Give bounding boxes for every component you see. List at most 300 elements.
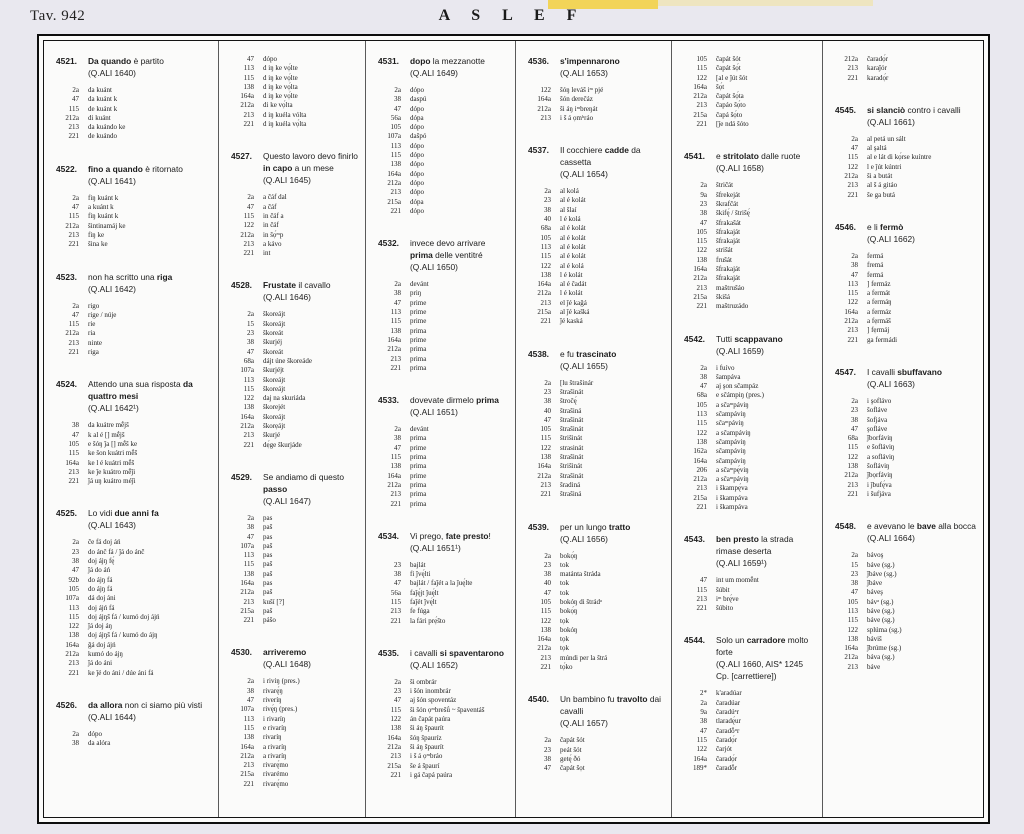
entry-number: 4523. <box>56 271 77 282</box>
data-row <box>231 677 361 686</box>
data-row <box>231 403 361 412</box>
dialect-form: prima <box>410 480 427 489</box>
location-code: 138 <box>390 724 401 733</box>
location-code: 115 <box>696 585 707 594</box>
dialect-form: dópo <box>410 178 424 187</box>
data-row <box>56 594 214 603</box>
data-row <box>56 329 214 338</box>
entry-number: 4548. <box>835 521 856 532</box>
plate-frame <box>37 34 990 824</box>
entry-title: Se andiamo di questo passo <box>263 471 345 494</box>
entry-ref: (Q.ALI 1653) <box>560 68 608 78</box>
location-code: 213 <box>540 653 551 662</box>
data-row <box>378 589 511 598</box>
data-row <box>684 181 818 190</box>
dialect-form: maštruzádo <box>716 302 749 311</box>
data-row <box>684 494 818 503</box>
location-code: 221 <box>68 240 79 249</box>
data-row <box>231 329 361 338</box>
entry-number: 4541. <box>684 151 705 162</box>
location-code: 68a <box>243 356 254 365</box>
location-code: 23 <box>544 560 551 569</box>
location-code: 221 <box>696 120 707 129</box>
location-code: 15 <box>851 560 858 569</box>
location-code: 38 <box>72 421 79 430</box>
dialect-form: štrašinát <box>560 471 584 480</box>
entry-block <box>56 378 214 486</box>
entry-block <box>56 699 214 749</box>
location-code: 213 <box>696 484 707 493</box>
data-row <box>835 598 979 607</box>
location-code: 213 <box>390 188 401 197</box>
entry-rows <box>56 538 214 677</box>
dialect-form: štrašiná <box>560 406 582 415</box>
dialect-form: dópo <box>410 151 424 160</box>
location-code: 107a <box>240 541 254 550</box>
dialect-form: tọk <box>560 616 569 625</box>
location-code: 23 <box>851 569 858 578</box>
dialect-form: d iŋ ke vọ́lte <box>263 92 298 101</box>
location-code: 115 <box>243 211 254 220</box>
dialect-form: doj ájń fá <box>88 603 115 612</box>
dialect-form: bokóŋ di štrádᵃ <box>560 597 602 606</box>
dialect-form: a sčaᵐpáviŋ <box>716 400 749 409</box>
location-code: 115 <box>847 616 858 625</box>
data-row <box>56 538 214 547</box>
dialect-form: fe fúga <box>410 607 430 616</box>
location-code: 47 <box>394 696 401 705</box>
dialect-form: a čáf <box>263 202 277 211</box>
location-code: 115 <box>68 612 79 621</box>
dialect-form: bokọ́ŋ <box>560 551 578 560</box>
data-row <box>835 135 979 144</box>
data-row <box>231 338 361 347</box>
entry-column <box>44 41 219 817</box>
location-code: 221 <box>847 489 858 498</box>
dialect-form: škorejét <box>263 403 286 412</box>
location-code: 47 <box>247 532 254 541</box>
data-row <box>835 653 979 662</box>
location-code: 221 <box>540 317 551 326</box>
location-code: 221 <box>68 477 79 486</box>
data-row <box>835 271 979 280</box>
data-row <box>684 120 818 129</box>
dialect-form: šfrakaját <box>716 237 741 246</box>
location-code: 122 <box>540 443 551 452</box>
data-row <box>231 74 361 83</box>
dialect-form: i ǰbufę́va <box>867 480 892 489</box>
data-row <box>528 434 667 443</box>
location-code: 2a <box>72 193 79 202</box>
location-code: 221 <box>847 335 858 344</box>
dialect-form: maštrušáo <box>716 283 745 292</box>
data-row <box>528 635 667 644</box>
data-row <box>56 95 214 104</box>
location-code: 138 <box>540 270 551 279</box>
entry-title-wrap <box>867 366 979 390</box>
entry-continuation <box>835 55 979 83</box>
entry-rows <box>378 280 511 373</box>
entry-title-wrap <box>88 55 214 79</box>
dialect-form: škifę́ / štrišę́ <box>716 209 750 218</box>
location-code: 2a <box>851 251 858 260</box>
location-code: 115 <box>696 419 707 428</box>
data-row <box>56 459 214 468</box>
dialect-form: ga fermádi <box>867 335 898 344</box>
dialect-form: a rivaríŋ <box>263 751 287 760</box>
entry-header <box>378 647 511 671</box>
entry-header <box>684 333 818 357</box>
data-row <box>835 406 979 415</box>
location-code: 213 <box>540 298 551 307</box>
location-code: 2a <box>394 425 401 434</box>
entry-title-wrap <box>410 647 511 671</box>
dialect-form: aj şon sčampáz <box>716 382 759 391</box>
location-code: 221 <box>390 616 401 625</box>
entry-header <box>528 521 667 545</box>
entry-block <box>684 333 818 513</box>
data-row <box>528 663 667 672</box>
location-code: 221 <box>696 604 707 613</box>
location-code: 215a <box>240 770 254 779</box>
location-code: 113 <box>68 603 79 612</box>
data-row <box>835 298 979 307</box>
entry-ref: (Q.ALI 1654) <box>560 169 608 180</box>
data-row <box>528 196 667 205</box>
location-code: 38 <box>700 209 707 218</box>
location-code: 115 <box>696 237 707 246</box>
dialect-form: sčampáviŋ <box>716 437 746 446</box>
location-code: 213 <box>390 354 401 363</box>
dialect-form: štrašiná <box>560 490 582 499</box>
dialect-form: šofláve <box>867 406 888 415</box>
location-code: 212a <box>537 644 551 653</box>
dialect-form: sčaᵐpáviŋ <box>716 419 744 428</box>
entry-title-wrap <box>263 471 361 507</box>
data-row <box>684 457 818 466</box>
dialect-form: prime <box>410 335 427 344</box>
data-row <box>684 219 818 228</box>
location-code: 213 <box>243 761 254 770</box>
data-row <box>835 326 979 335</box>
location-code: 47 <box>700 218 707 227</box>
location-code: 38 <box>700 372 707 381</box>
entry-column <box>672 41 823 817</box>
dialect-form: pášo <box>263 616 276 625</box>
entry-block <box>835 104 979 200</box>
data-row <box>56 203 214 212</box>
location-code: 221 <box>540 663 551 672</box>
entry-block <box>56 163 214 250</box>
location-code: 164a <box>240 412 254 421</box>
location-code: 113 <box>243 714 254 723</box>
data-row <box>684 438 818 447</box>
data-row <box>528 736 667 745</box>
location-code: 213 <box>243 110 254 119</box>
dialect-form: devánt <box>410 425 429 434</box>
location-code: 2* <box>700 689 707 698</box>
data-row <box>378 336 511 345</box>
location-code: 9a <box>700 708 707 717</box>
dialect-form: ǰbáve (sg.) <box>867 569 897 578</box>
entry-title-wrap <box>716 634 818 682</box>
dialect-form: dópo <box>410 104 424 113</box>
dialect-form: ǰborfáviŋ <box>867 434 893 443</box>
location-code: 47 <box>851 144 858 153</box>
data-row <box>231 221 361 230</box>
entry-title-wrap <box>410 530 511 554</box>
data-row <box>835 64 979 73</box>
dialect-form: frušát <box>716 255 732 264</box>
data-row <box>56 302 214 311</box>
data-row <box>378 472 511 481</box>
data-row <box>231 111 361 120</box>
location-code: 212a <box>65 221 79 230</box>
data-row <box>231 310 361 319</box>
dialect-form: štrašinát <box>560 453 584 462</box>
location-code: 47 <box>247 696 254 705</box>
entry-header <box>528 144 667 180</box>
dialect-form: e šóŋ ǰa [] mḗš ke <box>88 439 138 448</box>
entry-title: e avevano le bave alla bocca <box>867 521 976 532</box>
entry-block <box>684 533 818 613</box>
location-code: 122 <box>696 73 707 82</box>
location-code: 105 <box>540 597 551 606</box>
location-code: 38 <box>851 579 858 588</box>
entry-title: I cavalli sbuffavano <box>867 366 942 377</box>
dialect-form: in čáf <box>263 221 279 230</box>
dialect-form: dópo <box>410 141 424 150</box>
dialect-form: šóŋ špauríz <box>410 733 442 742</box>
dialect-form: šina ke <box>88 240 108 249</box>
location-code: 2a <box>700 698 707 707</box>
dialect-form: l é kolát <box>560 270 583 279</box>
dialect-form: prime <box>410 298 427 307</box>
dialect-form: ši a butát <box>867 172 893 181</box>
entry-title-wrap <box>263 279 361 303</box>
dialect-form: báva (sg.) <box>867 653 895 662</box>
entry-block <box>835 366 979 499</box>
entry-title: si slanciò contro i cavalli <box>867 104 961 115</box>
entry-header <box>56 699 214 723</box>
dialect-form: al e lát di kọ́rse kuíntre <box>867 153 932 162</box>
dialect-form: k al é [] mḗjš <box>88 430 125 439</box>
location-code: 38 <box>851 261 858 270</box>
location-code: 47 <box>247 347 254 356</box>
data-row <box>231 55 361 64</box>
entry-rows <box>528 379 667 500</box>
dialect-form: i š á ọᵐbráo <box>410 752 443 761</box>
location-code: 212a <box>844 317 858 326</box>
location-code: 115 <box>390 317 401 326</box>
data-row <box>378 762 511 771</box>
data-row <box>378 123 511 132</box>
dialect-form: da kuánt k <box>88 95 118 104</box>
dialect-form: i šón inombrár <box>410 687 451 696</box>
entry-header <box>684 634 818 682</box>
location-code: 213 <box>390 752 401 761</box>
dialect-form: pas <box>263 551 273 560</box>
location-code: 2a <box>72 86 79 94</box>
location-code: 212a <box>693 274 707 283</box>
dialect-form: dópo <box>410 206 424 215</box>
entry-number: 4536. <box>528 56 549 66</box>
location-code: 213 <box>243 239 254 248</box>
data-row <box>231 570 361 579</box>
data-row <box>835 181 979 190</box>
location-code: 138 <box>540 453 551 462</box>
location-code: 213 <box>847 480 858 489</box>
data-row <box>684 466 818 475</box>
entry-ref: (Q.ALI 1651) <box>410 407 458 418</box>
entry-ref: (Q.ALI 1659) <box>716 345 764 356</box>
data-row <box>56 477 214 486</box>
entry-rows <box>684 181 818 311</box>
location-code: 212a <box>693 92 707 101</box>
dialect-form: dópo <box>263 55 277 63</box>
location-code: 105 <box>68 584 79 593</box>
entry-title: non ha scritto una riga <box>88 271 173 282</box>
location-code: 213 <box>847 662 858 671</box>
dialect-form: de kuándo <box>88 132 117 141</box>
entry-title-wrap <box>560 693 667 729</box>
location-code: 38 <box>247 686 254 695</box>
data-row <box>231 357 361 366</box>
entry-title: Frustate il cavallo <box>263 280 331 291</box>
entry-block <box>378 237 511 373</box>
location-code: 164a <box>693 265 707 274</box>
dialect-form: i fuívo <box>716 363 735 372</box>
dialect-form: bokọ́ŋ <box>560 607 578 616</box>
data-row <box>528 617 667 626</box>
dialect-form: al š á gitáo <box>867 181 898 190</box>
location-code: 38 <box>394 289 401 298</box>
dialect-form: bokóŋ <box>560 625 578 634</box>
data-row <box>528 552 667 561</box>
entry-number: 4527. <box>231 151 252 162</box>
entry-rows <box>528 187 667 326</box>
data-row <box>378 364 511 373</box>
location-code: 213 <box>847 326 858 335</box>
entry-rows <box>684 576 818 613</box>
dialect-form: d iŋ ke vọ́lte <box>263 64 298 73</box>
dialect-form: i şoflávo <box>867 396 892 405</box>
highlight-mark-faint <box>658 0 873 6</box>
entry-number: 4531. <box>378 56 399 66</box>
dialect-form: paš <box>263 523 273 532</box>
data-row <box>378 561 511 570</box>
data-row <box>378 598 511 607</box>
dialect-form: doj ájŋ fę́ <box>88 557 115 566</box>
location-code: 122 <box>847 298 858 307</box>
dialect-form: škoreát <box>263 347 284 356</box>
location-code: 115 <box>243 560 254 569</box>
data-row <box>56 576 214 585</box>
entry-header <box>56 507 214 531</box>
data-row <box>835 453 979 462</box>
entry-rows <box>56 730 214 749</box>
dialect-form: škoreájt <box>263 375 286 384</box>
dialect-form: int um momḗnt <box>716 576 759 585</box>
dialect-form: a fermáz <box>867 307 892 316</box>
location-code: 2a <box>394 86 401 94</box>
entry-block <box>528 693 667 773</box>
dialect-form: čaradọ́r <box>716 735 737 744</box>
data-row <box>528 490 667 499</box>
data-row <box>56 114 214 123</box>
location-code: 115 <box>68 320 79 329</box>
dialect-form: devánt <box>410 280 429 289</box>
location-code: 68a <box>696 391 707 400</box>
entry-column <box>219 41 366 817</box>
dialect-form: i rivaríŋ <box>263 714 286 723</box>
data-row <box>56 468 214 477</box>
location-code: 221 <box>68 132 79 141</box>
data-row <box>378 500 511 509</box>
entry-header <box>528 693 667 729</box>
data-row <box>378 207 511 216</box>
data-row <box>684 64 818 73</box>
entry-continuation <box>684 55 818 129</box>
location-code: 105 <box>696 400 707 409</box>
location-code: 213 <box>540 113 551 122</box>
data-row <box>378 724 511 733</box>
entry-header <box>528 348 667 372</box>
data-row <box>684 745 818 754</box>
dialect-form: el ǰé kaǧá <box>560 298 587 307</box>
data-row <box>231 588 361 597</box>
data-row <box>684 364 818 373</box>
entry-header <box>835 221 979 245</box>
dialect-form: ke l é kuátri mḗš <box>88 458 135 467</box>
location-code: 56a <box>390 588 401 597</box>
location-code: 38 <box>247 338 254 347</box>
entry-title: da allora non ci siamo più visti <box>88 699 203 710</box>
dialect-form: d iŋ kuéla vólta <box>263 110 307 119</box>
dialect-form: če fá doj áń <box>88 538 121 547</box>
location-code: 38 <box>544 397 551 406</box>
data-row <box>835 336 979 345</box>
data-row <box>378 327 511 336</box>
dialect-form: ši šón ọᵐbrešǘ ~ špaventáš <box>410 705 485 714</box>
data-row <box>684 391 818 400</box>
location-code: 138 <box>540 625 551 634</box>
dialect-form: d iŋ kuéla vọ́lta <box>263 120 307 129</box>
dialect-form: še ga butá <box>867 190 895 199</box>
data-row <box>56 622 214 631</box>
data-row <box>684 727 818 736</box>
entry-title-wrap <box>263 150 361 186</box>
location-code: 38 <box>247 523 254 532</box>
data-row <box>528 224 667 233</box>
entry-title: fino a quando è ritornato <box>88 163 183 174</box>
data-row <box>378 434 511 443</box>
data-row <box>231 715 361 724</box>
dialect-form: a kuánt k <box>88 203 114 212</box>
data-row <box>231 514 361 523</box>
data-row <box>835 308 979 317</box>
entry-rows <box>56 86 214 142</box>
entry-title-wrap <box>88 271 214 295</box>
entry-rows <box>835 397 979 499</box>
dialect-form: e sčámpiŋ (pres.) <box>716 391 764 400</box>
entry-ref: (Q.ALI 1641) <box>88 175 136 186</box>
dialect-form: la fári prẹ́što <box>410 616 446 625</box>
data-row <box>231 385 361 394</box>
location-code: 122 <box>243 394 254 403</box>
dialect-form: šọ́t <box>716 82 725 91</box>
dialect-form: ] fermáz <box>867 279 891 288</box>
